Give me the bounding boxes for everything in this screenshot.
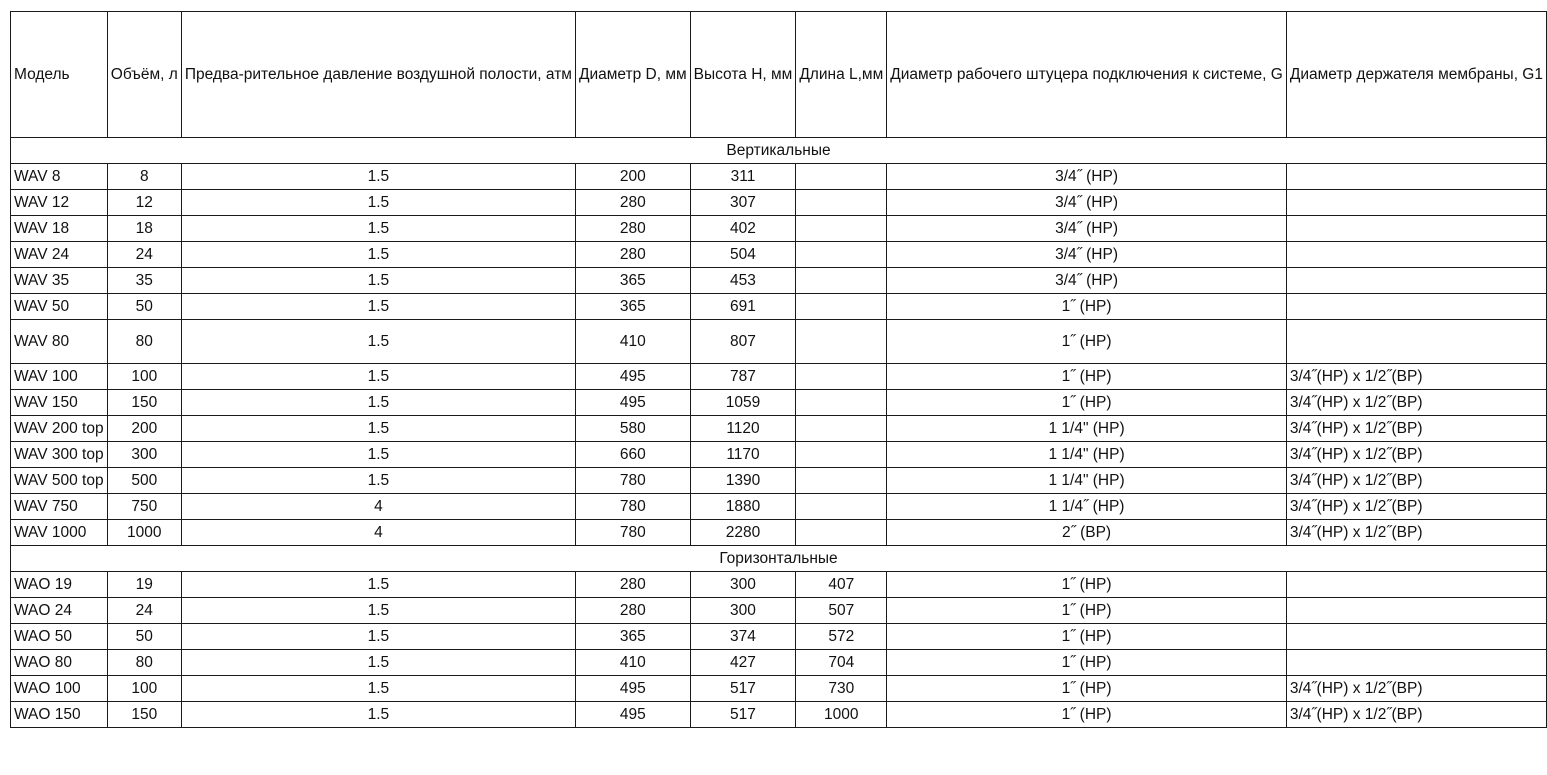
cell-length: 572: [796, 624, 887, 650]
cell-diameter: 495: [575, 702, 690, 728]
cell-diameter: 280: [575, 190, 690, 216]
cell-length: [796, 190, 887, 216]
cell-holder: [1286, 598, 1546, 624]
cell-height: 1880: [690, 494, 796, 520]
cell-volume: 100: [107, 676, 181, 702]
cell-diameter: 365: [575, 624, 690, 650]
cell-model: WAV 750: [11, 494, 108, 520]
cell-length: [796, 268, 887, 294]
table-row: [11, 442, 1547, 468]
cell-diameter: 365: [575, 268, 690, 294]
cell-diameter: 780: [575, 494, 690, 520]
header-fitting: Диаметр рабочего штуцера подключения к системе, G: [887, 12, 1287, 138]
cell-fitting: 3/4˝ (НР): [887, 190, 1287, 216]
table-row: [11, 242, 1547, 268]
table-row: [11, 702, 1547, 728]
header-pressure: Предва-рительное давление воздушной полости, атм: [181, 12, 575, 138]
cell-pressure: 1.5: [181, 268, 575, 294]
cell-height: 691: [690, 294, 796, 320]
cell-volume: 100: [107, 364, 181, 390]
cell-holder: [1286, 190, 1546, 216]
cell-length: 704: [796, 650, 887, 676]
cell-length: [796, 468, 887, 494]
cell-volume: 80: [107, 320, 181, 364]
cell-diameter: 580: [575, 416, 690, 442]
cell-length: [796, 320, 887, 364]
cell-diameter: 495: [575, 390, 690, 416]
cell-fitting: 1˝ (НР): [887, 390, 1287, 416]
cell-volume: 50: [107, 624, 181, 650]
cell-model: WAV 8: [11, 164, 108, 190]
table-row: [11, 520, 1547, 546]
cell-volume: 150: [107, 702, 181, 728]
table-row: [11, 416, 1547, 442]
cell-diameter: 200: [575, 164, 690, 190]
cell-height: 1170: [690, 442, 796, 468]
header-height: Высота H, мм: [690, 12, 796, 138]
cell-volume: 35: [107, 268, 181, 294]
header-volume: Объём, л: [107, 12, 181, 138]
cell-holder: [1286, 268, 1546, 294]
cell-height: 517: [690, 702, 796, 728]
cell-height: 1120: [690, 416, 796, 442]
cell-model: WAV 12: [11, 190, 108, 216]
cell-model: WAV 1000: [11, 520, 108, 546]
cell-pressure: 1.5: [181, 216, 575, 242]
cell-model: WAO 50: [11, 624, 108, 650]
cell-model: WAV 150: [11, 390, 108, 416]
cell-diameter: 495: [575, 676, 690, 702]
header-model: Модель: [11, 12, 108, 138]
cell-holder: [1286, 164, 1546, 190]
cell-height: 807: [690, 320, 796, 364]
cell-diameter: 365: [575, 294, 690, 320]
cell-holder: 3/4˝(НР) x 1/2˝(ВР): [1286, 364, 1546, 390]
cell-model: WAV 200 top: [11, 416, 108, 442]
cell-model: WAV 80: [11, 320, 108, 364]
table-row: [11, 294, 1547, 320]
cell-holder: [1286, 320, 1546, 364]
cell-volume: 12: [107, 190, 181, 216]
cell-pressure: 1.5: [181, 416, 575, 442]
cell-fitting: 1˝ (НР): [887, 598, 1287, 624]
cell-holder: 3/4˝(НР) x 1/2˝(ВР): [1286, 442, 1546, 468]
table-row: [11, 390, 1547, 416]
cell-holder: [1286, 242, 1546, 268]
cell-height: 300: [690, 572, 796, 598]
cell-pressure: 1.5: [181, 468, 575, 494]
cell-length: [796, 216, 887, 242]
cell-fitting: 1˝ (НР): [887, 294, 1287, 320]
cell-volume: 19: [107, 572, 181, 598]
cell-model: WAV 50: [11, 294, 108, 320]
cell-fitting: 1˝ (НР): [887, 624, 1287, 650]
cell-holder: [1286, 294, 1546, 320]
cell-fitting: 1˝ (НР): [887, 364, 1287, 390]
section-row-vertical: [11, 138, 1547, 164]
cell-diameter: 495: [575, 364, 690, 390]
cell-model: WAV 35: [11, 268, 108, 294]
table-row: [11, 268, 1547, 294]
cell-length: 407: [796, 572, 887, 598]
table-row: [11, 468, 1547, 494]
header-diameter: Диаметр D, мм: [575, 12, 690, 138]
specs-table: [10, 11, 1547, 728]
cell-pressure: 1.5: [181, 164, 575, 190]
cell-pressure: 1.5: [181, 702, 575, 728]
cell-length: 507: [796, 598, 887, 624]
cell-pressure: 4: [181, 494, 575, 520]
cell-volume: 50: [107, 294, 181, 320]
cell-fitting: 1˝ (НР): [887, 650, 1287, 676]
cell-fitting: 2˝ (ВР): [887, 520, 1287, 546]
cell-pressure: 1.5: [181, 294, 575, 320]
cell-height: 1059: [690, 390, 796, 416]
cell-pressure: 1.5: [181, 242, 575, 268]
cell-volume: 500: [107, 468, 181, 494]
cell-diameter: 410: [575, 650, 690, 676]
table-row: [11, 598, 1547, 624]
cell-model: WAV 300 top: [11, 442, 108, 468]
cell-height: 2280: [690, 520, 796, 546]
cell-fitting: 1 1/4˝ (НР): [887, 494, 1287, 520]
cell-length: [796, 494, 887, 520]
cell-holder: [1286, 624, 1546, 650]
cell-fitting: 1˝ (НР): [887, 676, 1287, 702]
cell-holder: [1286, 572, 1546, 598]
cell-diameter: 780: [575, 520, 690, 546]
cell-fitting: 3/4˝ (НР): [887, 216, 1287, 242]
cell-diameter: 280: [575, 572, 690, 598]
cell-fitting: 3/4˝ (НР): [887, 242, 1287, 268]
cell-model: WAO 150: [11, 702, 108, 728]
cell-model: WAO 19: [11, 572, 108, 598]
table-body-horizontal: [11, 546, 1547, 728]
cell-diameter: 280: [575, 216, 690, 242]
cell-height: 427: [690, 650, 796, 676]
section-label-vertical: Вертикальные: [11, 138, 1547, 164]
table-body: [11, 138, 1547, 546]
cell-fitting: 1˝ (НР): [887, 572, 1287, 598]
cell-pressure: 1.5: [181, 650, 575, 676]
cell-diameter: 410: [575, 320, 690, 364]
cell-holder: 3/4˝(НР) x 1/2˝(ВР): [1286, 468, 1546, 494]
cell-fitting: 1 1/4" (НР): [887, 442, 1287, 468]
cell-model: WAV 24: [11, 242, 108, 268]
cell-holder: 3/4˝(НР) x 1/2˝(ВР): [1286, 390, 1546, 416]
cell-height: 517: [690, 676, 796, 702]
cell-diameter: 660: [575, 442, 690, 468]
cell-diameter: 280: [575, 598, 690, 624]
cell-fitting: 3/4˝ (НР): [887, 268, 1287, 294]
cell-volume: 750: [107, 494, 181, 520]
cell-fitting: 1˝ (НР): [887, 320, 1287, 364]
cell-volume: 1000: [107, 520, 181, 546]
cell-pressure: 1.5: [181, 364, 575, 390]
cell-length: [796, 242, 887, 268]
cell-holder: [1286, 650, 1546, 676]
cell-holder: 3/4˝(НР) x 1/2˝(ВР): [1286, 676, 1546, 702]
cell-length: [796, 164, 887, 190]
cell-fitting: 3/4˝ (НР): [887, 164, 1287, 190]
cell-height: 307: [690, 190, 796, 216]
cell-pressure: 1.5: [181, 572, 575, 598]
header-row: [11, 12, 1547, 138]
cell-length: [796, 364, 887, 390]
table-row: [11, 572, 1547, 598]
cell-holder: 3/4˝(НР) x 1/2˝(ВР): [1286, 702, 1546, 728]
cell-pressure: 1.5: [181, 598, 575, 624]
cell-length: [796, 390, 887, 416]
cell-volume: 18: [107, 216, 181, 242]
cell-length: [796, 294, 887, 320]
table-row: [11, 676, 1547, 702]
cell-volume: 80: [107, 650, 181, 676]
cell-length: [796, 442, 887, 468]
cell-height: 1390: [690, 468, 796, 494]
header-length: Длина L,мм: [796, 12, 887, 138]
cell-height: 453: [690, 268, 796, 294]
cell-diameter: 780: [575, 468, 690, 494]
cell-model: WAO 100: [11, 676, 108, 702]
cell-diameter: 280: [575, 242, 690, 268]
cell-holder: 3/4˝(НР) x 1/2˝(ВР): [1286, 494, 1546, 520]
cell-model: WAV 100: [11, 364, 108, 390]
table-row: [11, 320, 1547, 364]
cell-model: WAV 18: [11, 216, 108, 242]
cell-volume: 24: [107, 242, 181, 268]
table-row: [11, 216, 1547, 242]
cell-pressure: 1.5: [181, 390, 575, 416]
cell-fitting: 1˝ (НР): [887, 702, 1287, 728]
table-row: [11, 624, 1547, 650]
cell-height: 787: [690, 364, 796, 390]
cell-pressure: 1.5: [181, 320, 575, 364]
cell-fitting: 1 1/4" (НР): [887, 416, 1287, 442]
cell-pressure: 1.5: [181, 190, 575, 216]
section-row-horizontal: [11, 546, 1547, 572]
cell-volume: 200: [107, 416, 181, 442]
table-row: [11, 650, 1547, 676]
cell-height: 374: [690, 624, 796, 650]
cell-height: 504: [690, 242, 796, 268]
cell-height: 300: [690, 598, 796, 624]
cell-model: WAV 500 top: [11, 468, 108, 494]
cell-length: 730: [796, 676, 887, 702]
cell-length: [796, 416, 887, 442]
cell-pressure: 1.5: [181, 442, 575, 468]
section-label-horizontal: Горизонтальные: [11, 546, 1547, 572]
cell-volume: 24: [107, 598, 181, 624]
cell-length: [796, 520, 887, 546]
cell-model: WAO 80: [11, 650, 108, 676]
cell-holder: 3/4˝(НР) x 1/2˝(ВР): [1286, 416, 1546, 442]
table-row: [11, 364, 1547, 390]
cell-height: 402: [690, 216, 796, 242]
table-row: [11, 164, 1547, 190]
cell-model: WAO 24: [11, 598, 108, 624]
cell-pressure: 4: [181, 520, 575, 546]
table-row: [11, 190, 1547, 216]
cell-volume: 150: [107, 390, 181, 416]
cell-fitting: 1 1/4" (НР): [887, 468, 1287, 494]
header-holder: Диаметр держателя мембраны, G1: [1286, 12, 1546, 138]
cell-holder: 3/4˝(НР) x 1/2˝(ВР): [1286, 520, 1546, 546]
cell-pressure: 1.5: [181, 676, 575, 702]
cell-pressure: 1.5: [181, 624, 575, 650]
cell-holder: [1286, 216, 1546, 242]
cell-volume: 300: [107, 442, 181, 468]
cell-height: 311: [690, 164, 796, 190]
table-row: [11, 494, 1547, 520]
cell-volume: 8: [107, 164, 181, 190]
cell-length: 1000: [796, 702, 887, 728]
